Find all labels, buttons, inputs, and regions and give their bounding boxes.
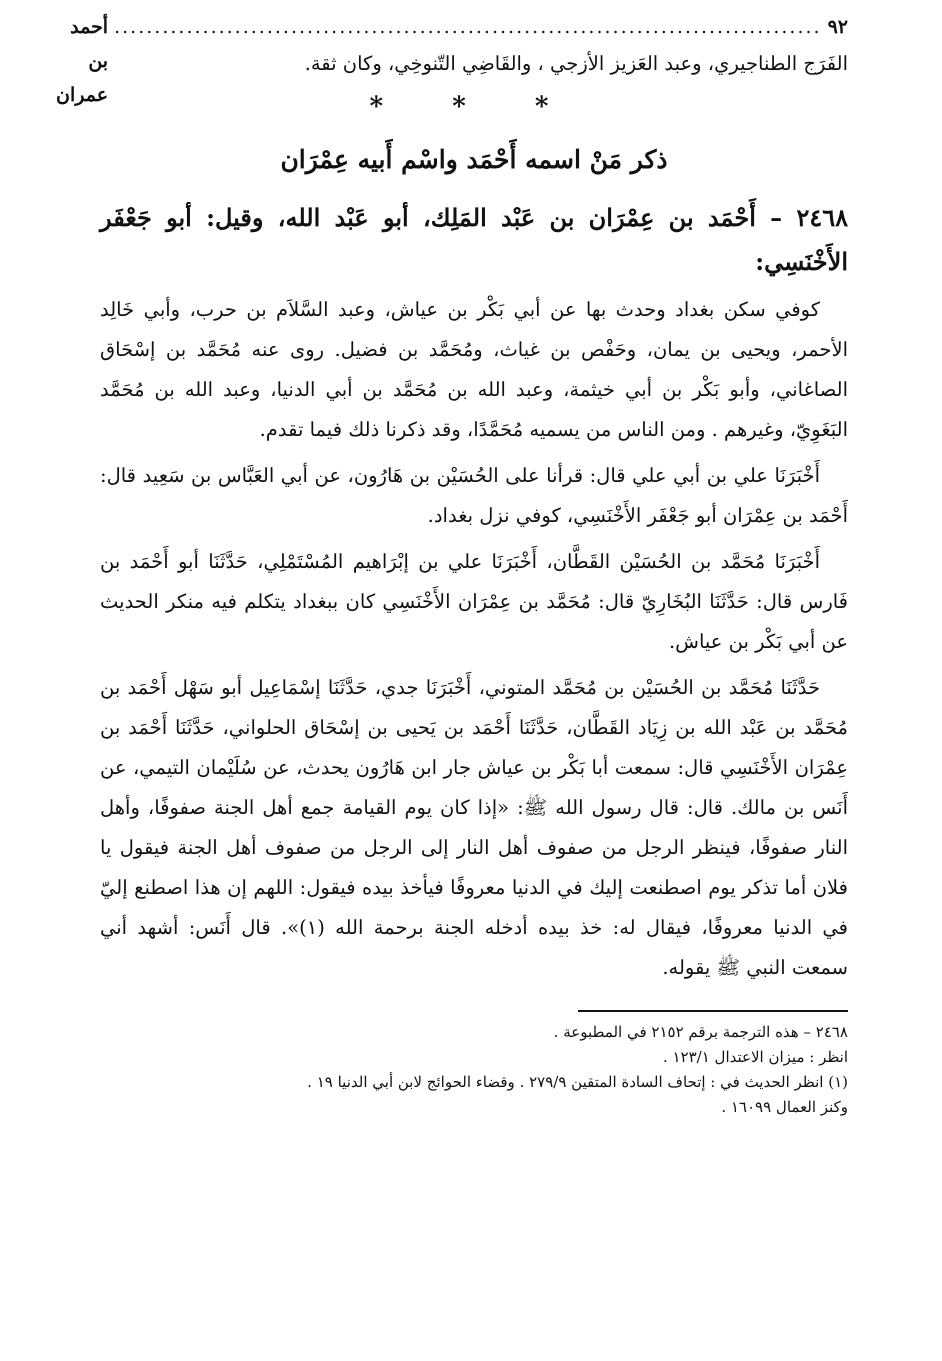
hadith-paragraph: حَدَّثَنَا مُحَمَّد بن الحُسَيْن بن مُحَمَّد المتوني، أَخْبَرَنَا جدي، حَدَّثَنَا إسْمَاعِيل أبو سَهْل أَحْمَد بن مُحَمَّد بن عَبْد الله بن زِيَاد القَطَّان، حَدَّثَنَا أَحْمَد بن يَحيى بن إسْحَاق الحلواني، حَدَّثَنَا أَحْمَد بن عِمْرَان الأَخْنَسِي قال: سمعت أبا بَكْر بن عياش جار ابن هَارُون يحدث، عن سُلَيْمان التيمي، عن أَنَس بن مالك. قال: قال رسول الله ﷺ: «إذا كان يوم القيامة جمع أهل الجنة صفوفًا، وأهل النار صفوفًا، فينظر الرجل من صفوف أهل النار إلى الرجل من صفوف أهل الجنة فيقول يا فلان أما تذكر يوم اصطنعت إليك في الدنيا معروفًا فيأخذ بيده فيقول: اللهم إن هذا اصطنع إليّ في الدنيا معروفًا، فيقال له: خذ بيده أدخله الجنة برحمة الله (١)». قال أَنَس: أشهد أني سمعت النبي ﷺ يقوله. [100,676,848,979]
footnote-1-continued: وكنز العمال ١٦٠٩٩ . [721,1098,848,1116]
narration-paragraph-1: أَخْبَرَنَا علي بن أبي علي قال: قرأنا على الحُسَيْن بن هَارُون، عن أبي العَبَّاس بن سَعِيد قال: أَحْمَد بن عِمْرَان أبو جَعْفَر الأَخْنَسِي، كوفي نزل بغداد. [100,464,848,527]
continuation-text: الفَرَج الطناجيري، وعبد العَزيز الأزجي ، والقَاضِي التّنوخِي، وكان ثقة. [304,52,848,75]
book-page [56,10,848,1120]
footnote-see-also: انظر : ميزان الاعتدال ١٢٣/١ . [662,1048,848,1066]
running-title: أحمد بن عمران [56,16,109,106]
narration-paragraph-2: أَخْبَرَنَا مُحَمَّد بن الحُسَيْن القَطَّان، أَخْبَرَنَا علي بن إبْرَاهيم المُسْتَمْلِي، حَدَّثَنَا أبو أَحْمَد بن فَارس قال: حَدَّثَنَا البُخَارِيّ قال: مُحَمَّد بن عِمْرَان الأَخْنَسِي كان ببغداد يتكلم فيه منكر الحديث عن أبي بَكْر بن عياش. [100,550,848,653]
section-separator: * * * [369,92,579,122]
footnote-divider [578,1010,848,1012]
footnote-entry-ref: ٢٤٦٨ – هذه الترجمة برقم ٢١٥٢ في المطبوعة . [553,1023,848,1041]
footnote-1: (١) انظر الحديث في : إتحاف السادة المتقين ٢٧٩/٩ . وقضاء الحوائج لابن أبي الدنيا ١٩ . [307,1073,848,1091]
entry-title: ٢٤٦٨ – أَحْمَد بن عِمْرَان بن عَبْد المَلِك، أبو عَبْد الله، وقيل: أبو جَعْفَر الأَخْنَسِي: [100,203,848,276]
leader-dots: ........................................................................................ [114,16,822,38]
biography-paragraph: كوفي سكن بغداد وحدث بها عن أبي بَكْر بن عياش، وعبد السَّلاَم بن حرب، وأبي خَالِد الأحمر، ويحيى بن يمان، وحَفْص بن غياث، ومُحَمَّد بن فضيل. روى عنه مُحَمَّد بن إسْحَاق الصاغاني، وأبو بَكْر بن أبي خيثمة، وعبد الله بن مُحَمَّد بن أبي الدنيا، وعبد الله بن مُحَمَّد البَغَوِيّ، وغيرهم . ومن الناس من يسميه مُحَمَّدًا، وقد ذكرنا ذلك فيما تقدم. [100,298,848,441]
page-number: ٩٢ [827,16,848,38]
footnotes [100,1020,848,1120]
section-title: ذكر مَنْ اسمه أَحْمَد واسْم أَبيه عِمْرَان [280,145,668,174]
